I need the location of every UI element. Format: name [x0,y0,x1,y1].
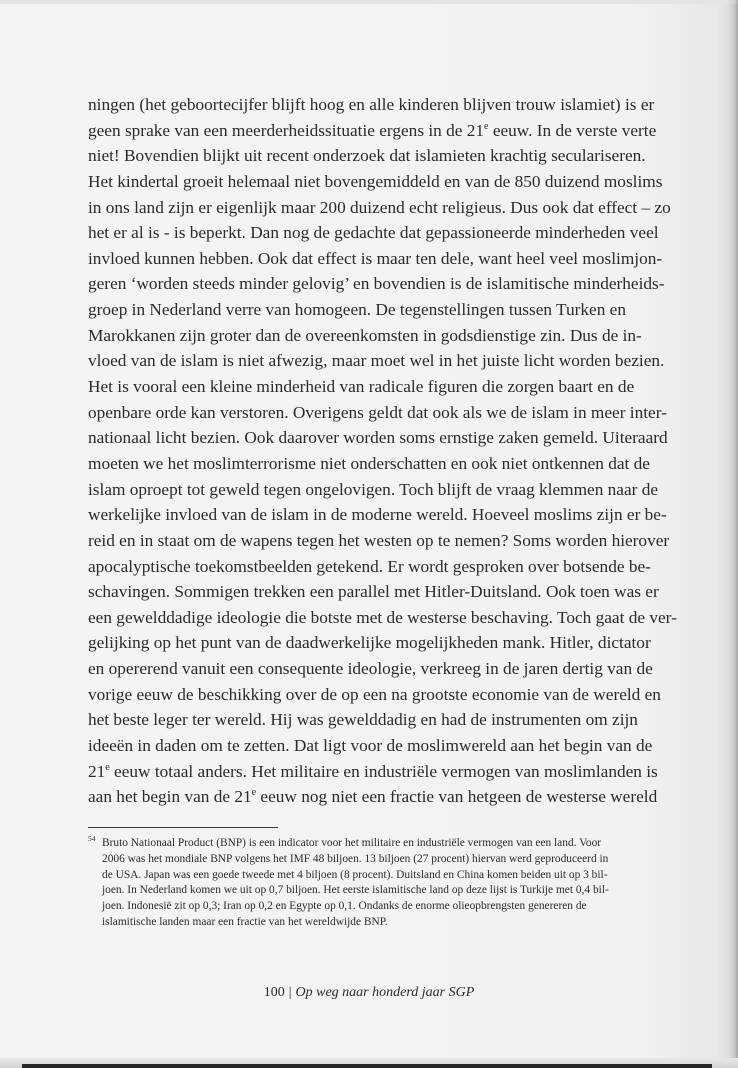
body-line: werkelijke invloed van de islam in de moderne wereld. Hoeveel moslims zijn er be- [88,505,667,525]
footnote-text: de USA. Japan was een goede tweede met 4 biljoen (8 procent). Duitsland en China komen beiden uit op 3 bil- [102,868,608,881]
body-line: en opererend vanuit een consequente ideologie, verkreeg in de jaren dertig van de [88,659,653,679]
body-line: geen sprake van een meerderheidssituatie ergens in de 21e eeuw. In de verste verte [88,120,657,140]
body-line: niet! Bovendien blijkt uit recent onderzoek dat islamieten krachtig seculariseren. [88,146,646,166]
footnote-text: 2006 was het mondiale BNP volgens het IMF 48 biljoen. 13 biljoen (27 procent) hiervan werd geproduceerd in [102,852,609,865]
footnote-text: joen. Indonesië zit op 0,3; Iran op 0,2 en Egypte op 0,1. Ondanks de enorme olieopbrengsten genereren de [102,900,587,913]
body-line: het beste leger ter wereld. Hij was gewelddadig en had de instrumenten om zijn [88,710,638,730]
body-line: Marokkanen zijn groter dan de overeenkomsten in godsdienstige zin. Dus de in- [88,325,642,345]
footnote-line [88,852,673,868]
body-line: het er al is - is beperkt. Dan nog de gedachte dat gepassioneerde minderheden veel [88,223,659,243]
footnote-line [88,883,673,899]
body-line: vorige eeuw de beschikking over de op een na grootste economie van de wereld en [88,684,661,704]
footnote-text: joen. In Nederland komen we uit op 0,7 biljoen. Het eerste islamitische land op deze lijst is Turkije met 0,4 bil- [102,884,609,897]
body-line: in ons land zijn er eigenlijk maar 200 duizend echt religieus. Dus ook dat effect – zo [88,197,671,217]
page-footer [0,985,738,1001]
body-line: Het kindertal groeit helemaal niet bovengemiddeld en van de 850 duizend moslims [88,171,663,191]
footnote-line: 54 Bruto Nationaal Product (BNP) is een indicator voor het militaire en industriële vermogen van een land. Voor [88,834,602,849]
footnote-text: Bruto Nationaal Product (BNP) is een indicator voor het militaire en industriële vermogen van een land. Voor [102,837,602,849]
footnote-text: islamitische landen maar een fractie van het wereldwijde BNP. [102,915,388,928]
body-line: ideeën in daden om te zetten. Dat ligt voor de moslimwereld aan het begin van de [88,736,653,756]
page-spine-shadow [728,0,738,1068]
footnote-line [88,868,673,884]
body-line: islam oproept tot geweld tegen ongelovigen. Toch blijft de vraag klemmen naar de [88,479,659,499]
body-line: schavingen. Sommigen trekken een parallel met Hitler-Duitsland. Ook toen was er [88,582,659,602]
body-line: vloed van de islam is niet afwezig, maar moet wel in het juiste licht worden bezien. [88,351,665,371]
footer-separator: | [288,985,292,1000]
body-line: Het is vooral een kleine minderheid van radicale figuren die zorgen baart en de [88,377,635,397]
page-top-edge [0,0,738,4]
body-line: gelijking op het punt van de daadwerkelijke mogelijkheden mank. Hitler, dictator [88,633,651,653]
scan-bottom-bar [22,1064,712,1068]
body-line: aan het begin van de 21e eeuw nog niet een fractie van hetgeen de westerse wereld [88,787,658,807]
body-line: nationaal licht bezien. Ook daarover worden soms ernstige zaken gemeld. Uiteraard [88,428,668,448]
body-line: geren ‘worden steeds minder gelovig’ en bovendien is de islamitische minderheids- [88,274,665,294]
body-line: openbare orde kan verstoren. Overigens geldt dat ook als we de islam in meer inter- [88,402,667,422]
body-text [88,92,677,810]
footnote-line [88,899,673,915]
body-line: moeten we het moslimterrorisme niet onderschatten en ook niet ontkennen dat de [88,453,650,473]
running-title: Op weg naar honderd jaar SGP [295,985,475,1000]
body-line: reid en in staat om de wapens tegen het westen op te nemen? Soms worden hierover [88,530,670,550]
body-line: een gewelddadige ideologie die botste met de westerse beschaving. Toch gaat de ver- [88,607,677,627]
page-number: 100 [263,985,285,1000]
footnote-line [88,915,673,931]
body-line: invloed kunnen hebben. Ook dat effect is maar ten dele, want heel veel moslimjon- [88,248,663,268]
body-line: ningen (het geboortecijfer blijft hoog en alle kinderen blijven trouw islamiet) is er [88,95,655,114]
body-line: 21e eeuw totaal anders. Het militaire en industriële vermogen van moslimlanden is [88,761,658,781]
body-line: apocalyptische toekomstbeelden getekend. Er wordt gesproken over botsende be- [88,556,651,576]
footnote-rule [88,827,278,828]
footnote [88,836,673,931]
body-line: groep in Nederland verre van homogeen. De tegenstellingen tussen Turken en [88,300,626,320]
